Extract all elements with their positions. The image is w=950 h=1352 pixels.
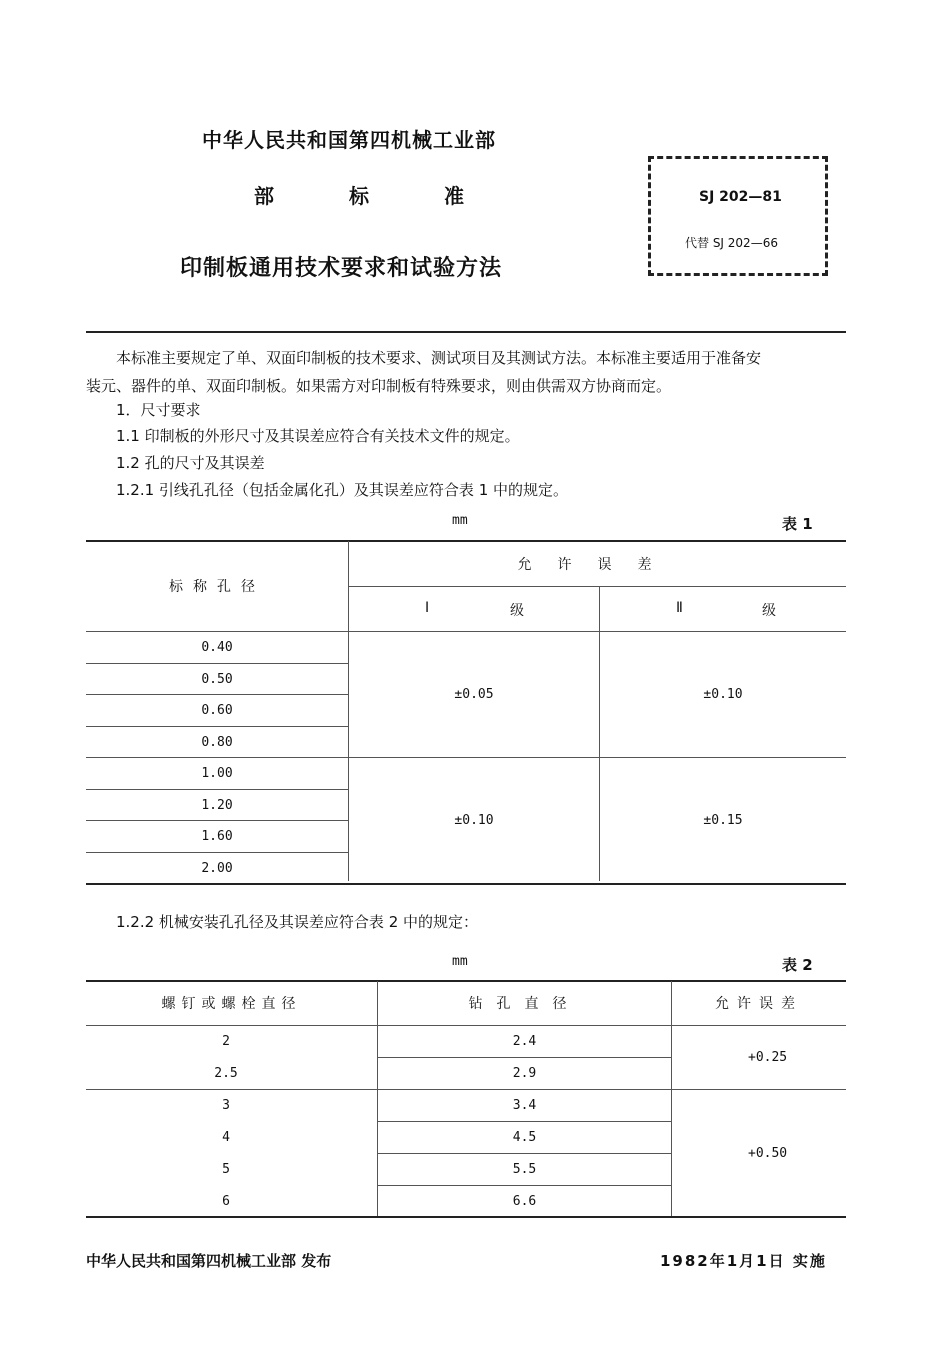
standard-code-box <box>648 156 828 276</box>
table1-bottom-rule <box>86 883 846 885</box>
table1-grade2-word: 级 <box>762 603 776 619</box>
table2-label: 表 2 <box>782 956 813 974</box>
standard-kind <box>254 180 464 209</box>
table2-col-drill: 钻孔直径 <box>468 996 581 1012</box>
std-kind-1: 部 <box>254 184 274 208</box>
section-1-1: 1.1 印制板的外形尺寸及其误差应符合有关技术文件的规定。 <box>116 427 520 445</box>
table1-row-6: 1.20 <box>201 798 233 813</box>
table2-drill-3: 3.4 <box>512 1098 537 1113</box>
std-kind-3: 准 <box>444 184 464 208</box>
table1-grade1-small: ±0.05 <box>454 687 494 702</box>
table1-grade1-word: 级 <box>510 603 524 619</box>
table1-row-5: 1.00 <box>201 766 233 781</box>
footer-effective-date: 1982年1月1日 实施 <box>660 1252 827 1270</box>
table1-col-nominal: 标称孔径 <box>169 579 265 595</box>
section-1-2-1: 1.2.1 引线孔孔径（包括金属化孔）及其误差应符合表 1 中的规定。 <box>116 481 569 499</box>
header-rule <box>86 331 846 333</box>
replaces-code: 代替 SJ 202—66 <box>685 236 778 250</box>
table1-row-7: 1.60 <box>201 829 233 844</box>
table1-row-8: 2.00 <box>201 860 233 876</box>
table2-screw-1: 2 <box>222 1034 230 1049</box>
table1-row-2: 0.50 <box>201 672 233 687</box>
intro-line-2: 装元、器件的单、双面印制板。如果需方对印制板有特殊要求，则由供需双方协商而定。 <box>86 377 672 395</box>
table1-col-tolerance: 允许误差 <box>517 556 678 573</box>
table1-row-4: 0.80 <box>201 735 233 750</box>
table1-row-3: 0.60 <box>201 703 233 718</box>
table1-row-1: 0.40 <box>201 640 233 655</box>
document-title: 印制板通用技术要求和试验方法 <box>180 256 503 281</box>
table2-unit: mm <box>452 954 468 969</box>
intro-line-1: 本标准主要规定了单、双面印制板的技术要求、测试项目及其测试方法。本标准主要适用于准备安 <box>116 349 762 367</box>
standard-code: SJ 202—81 <box>699 189 782 205</box>
table2-tolerance-a: +0.25 <box>748 1050 788 1065</box>
section-1-2-2: 1.2.2 机械安装孔孔径及其误差应符合表 2 中的规定： <box>116 913 479 931</box>
section-1: 1．尺寸要求 <box>116 401 201 419</box>
table2-drill-1: 2.4 <box>512 1034 537 1049</box>
table1-grade2-large: ±0.15 <box>703 813 743 828</box>
table2-drill-2: 2.9 <box>512 1066 537 1081</box>
table2-drill-6: 6.6 <box>512 1193 537 1209</box>
table1-unit: mm <box>452 513 468 528</box>
table2-screw-3: 3 <box>222 1098 230 1113</box>
table2-screw-4: 4 <box>222 1130 230 1145</box>
section-1-2: 1.2 孔的尺寸及其误差 <box>116 454 265 472</box>
table1-grade1-roman: Ⅰ <box>425 600 430 616</box>
table2-screw-5: 5 <box>222 1162 230 1177</box>
table2-drill-4: 4.5 <box>512 1130 537 1145</box>
table2-col-screw: 螺钉或螺栓直径 <box>161 996 302 1012</box>
table2-drill-5: 5.5 <box>512 1162 537 1177</box>
table1-subhead-rule <box>349 586 846 587</box>
table1-label: 表 1 <box>782 515 813 533</box>
table2-col-tolerance: 允许误差 <box>715 996 803 1012</box>
table1-grade2-roman: Ⅱ <box>676 600 683 616</box>
table1-grade1-large: ±0.10 <box>454 813 494 828</box>
table2-bottom-rule <box>86 1216 846 1218</box>
footer-publisher: 中华人民共和国第四机械工业部 发布 <box>86 1252 332 1270</box>
std-kind-2: 标 <box>349 184 369 208</box>
table1-grade2-small: ±0.10 <box>703 687 743 702</box>
table2-screw-2: 2.5 <box>214 1066 238 1081</box>
ministry-title: 中华人民共和国第四机械工业部 <box>202 128 496 152</box>
table2-screw-6: 6 <box>222 1193 230 1209</box>
table2-tolerance-b: +0.50 <box>748 1145 788 1161</box>
